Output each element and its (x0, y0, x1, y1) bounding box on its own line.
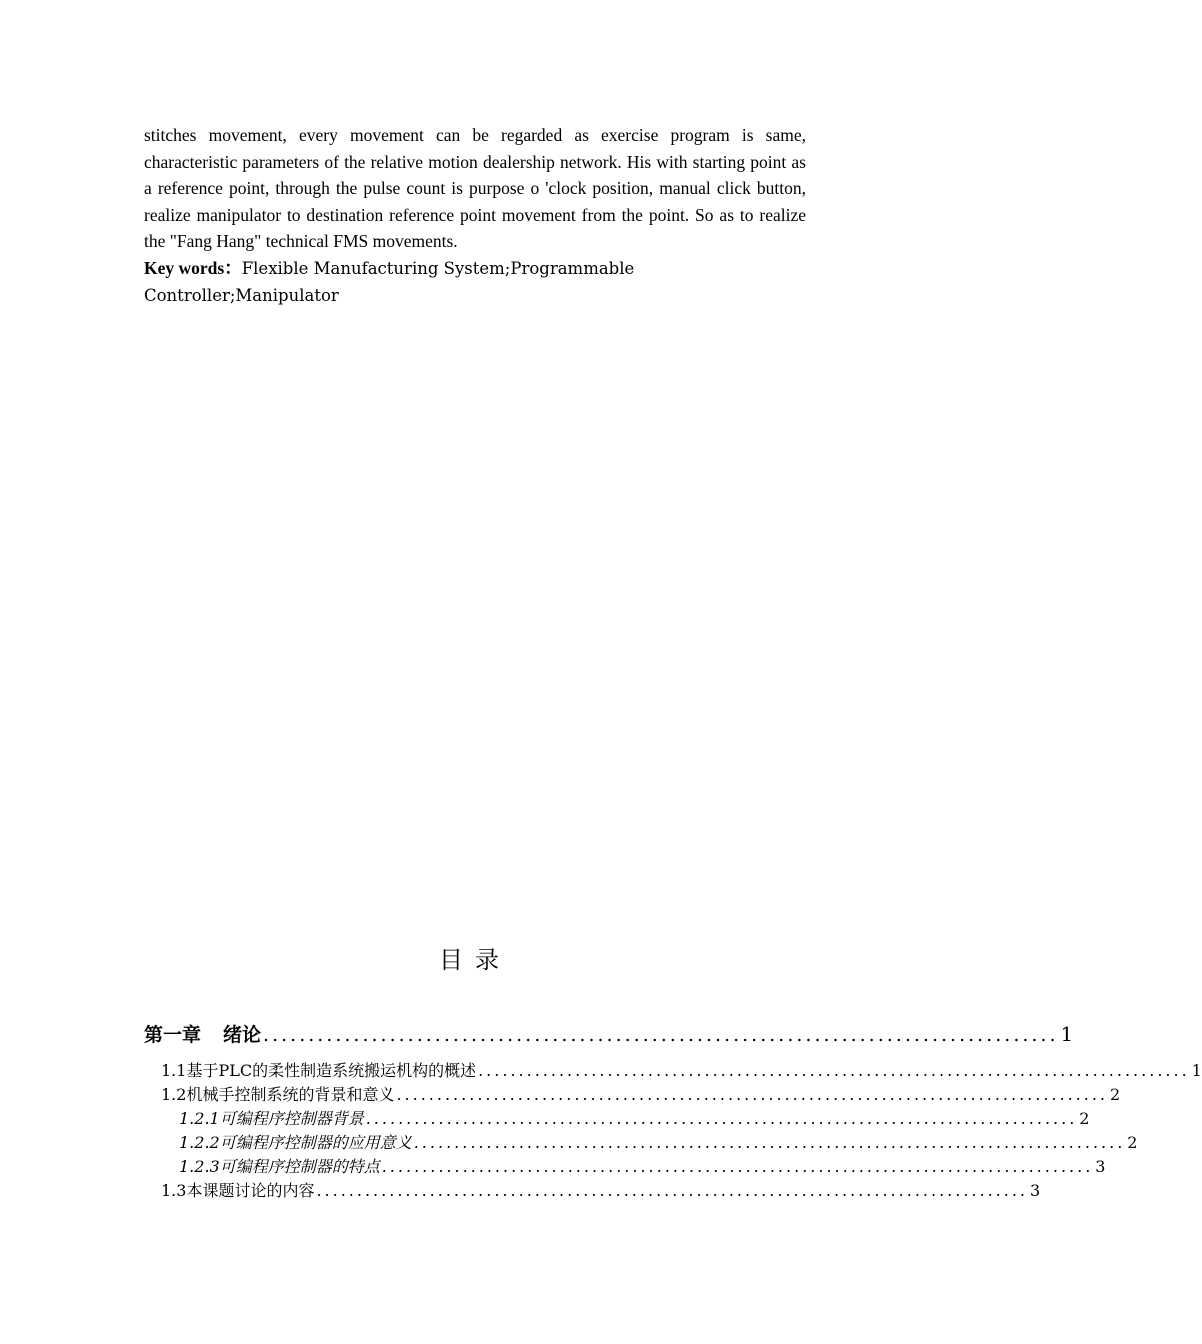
toc-title: 目录 (439, 946, 511, 974)
toc-leader-dots: ........................................................................................ (263, 1024, 1059, 1046)
toc-entry[interactable] (144, 1082, 1121, 1106)
toc-entry-label: 1.2.3可编程序控制器的特点 (179, 1157, 380, 1176)
toc-chapter-label (144, 1020, 261, 1047)
toc-entry[interactable] (144, 1130, 1138, 1154)
toc-leader-dots: ........................................................................................ (381, 1157, 1094, 1176)
toc-page-number: 2 (1127, 1133, 1138, 1152)
toc-entry[interactable] (144, 1106, 1090, 1130)
toc-entry[interactable] (144, 1154, 1106, 1178)
toc-chapter-1[interactable] (144, 1020, 1074, 1050)
toc-page-number: 1 (1191, 1061, 1202, 1080)
toc-page-number: 1 (1060, 1022, 1074, 1046)
toc-leader-dots: ........................................................................................ (396, 1085, 1109, 1104)
keywords-line-2 (144, 282, 806, 310)
toc-leader-dots: ........................................................................................ (365, 1109, 1078, 1128)
toc-page-number: 2 (1110, 1085, 1121, 1104)
keywords-label: Key words： (144, 257, 242, 278)
toc-entry-label: 1.2机械手控制系统的背景和意义 (161, 1085, 395, 1104)
abstract-paragraph: stitches movement, every movement can be regarded as exercise program is same, characteristic parameters of the relative motion dealership network. His with starting point as a reference point, through the pulse count is purpose o 'clock position, manual click button, realize manipulator to destination reference point movement from the point. So as to realize the "Fang Hang" technical FMS movements. (144, 125, 806, 251)
keywords-text-line2: Controller;Manipulator (144, 286, 339, 305)
toc-entry-label: 1.3本课题讨论的内容 (161, 1181, 315, 1200)
toc-entry[interactable] (144, 1178, 1041, 1202)
toc-entry[interactable] (144, 1058, 1202, 1082)
toc-entry-label: 1.2.1可编程序控制器背景 (179, 1109, 364, 1128)
table-of-contents (144, 1020, 1202, 1202)
keywords-text-line1: Flexible Manufacturing System;Programmable (241, 258, 635, 278)
toc-entry-label: 1.2.2可编程序控制器的应用意义 (179, 1133, 412, 1152)
toc-leader-dots: ........................................................................................ (478, 1061, 1190, 1080)
keywords-line (144, 255, 806, 283)
toc-entry-label: 1.1基于PLC的柔性制造系统搬运机构的概述 (161, 1061, 477, 1080)
toc-page-number: 2 (1079, 1109, 1090, 1128)
toc-chapter-number: 第一章 (144, 1024, 202, 1046)
toc-leader-dots: ........................................................................................ (413, 1133, 1126, 1152)
toc-chapter-title: 绪论 (223, 1024, 262, 1046)
toc-leader-dots: ........................................................................................ (316, 1181, 1029, 1200)
abstract-section (144, 122, 806, 310)
toc-page-number: 3 (1095, 1157, 1106, 1176)
toc-page-number: 3 (1030, 1181, 1041, 1200)
